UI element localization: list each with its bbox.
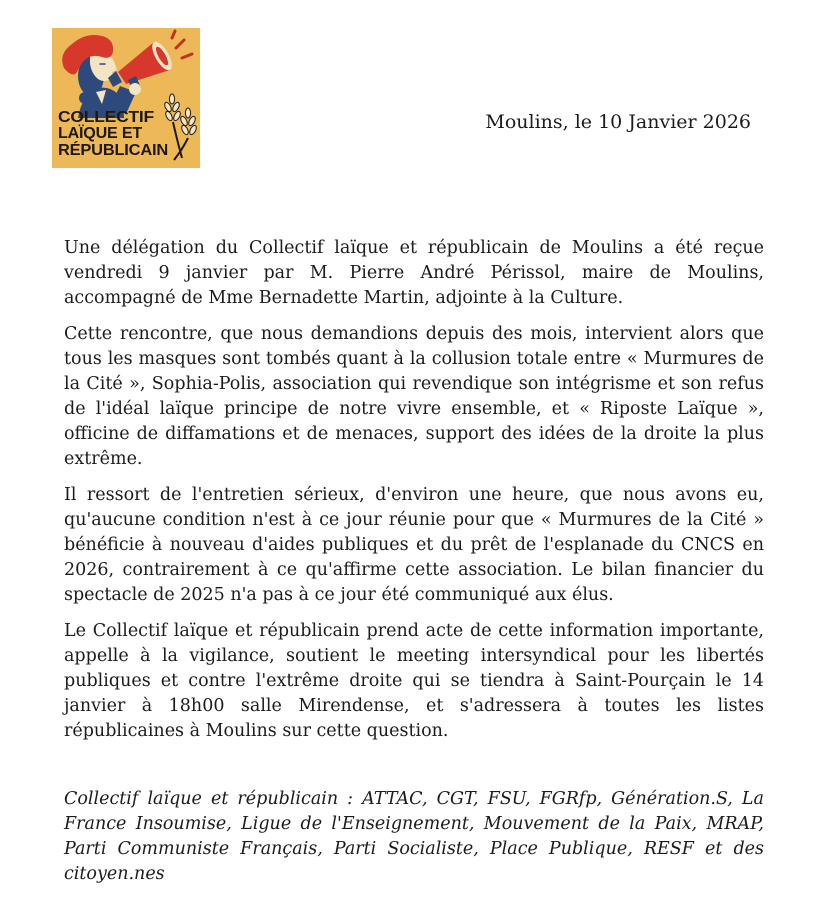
logo-text-line3: RÉPUBLICAIN [58, 142, 168, 159]
paragraph-delegation: Une délégation du Collectif laïque et républicain de Moulins a été reçue vendredi 9 janvier par M. Pierre André Périssol, maire de Moulins, accompagné de Mme Bernadette Martin, adjointe à la Culture. [64, 238, 764, 308]
date-line: Moulins, le 10 Janvier 2026 [485, 111, 751, 133]
letter-body [64, 236, 764, 898]
logo-text-line1: COLLECTIF [58, 109, 154, 126]
hand-shape [129, 83, 141, 95]
logo-text-line2: LAÏQUE ET [58, 125, 143, 142]
collectif-logo [52, 28, 200, 168]
paragraph-vigilance: Le Collectif laïque et républicain prend acte de cette information importante, appelle à la vigilance, soutient le meeting intersyndical pour les libertés publiques et contre l'extrême droite qui se tiendra à Saint-Pourçain le 14 janvier à 18h00 salle Mirendense, et s'adressera à toutes les listes républicaines à Moulins sur cette question. [64, 621, 764, 741]
collectif-logo-image [52, 28, 200, 168]
paragraph-rencontre: Cette rencontre, que nous demandions depuis des mois, intervient alors que tous les masques sont tombés quant à la collusion totale entre « Murmures de la Cité », Sophia-Polis, association qui revendique son intégrisme et son refus de l'idéal laïque principe de notre vivre ensemble, et « Riposte Laïque », officine de diffamations et de menaces, support des idées de la droite la plus extrême. [64, 324, 764, 469]
signature-line: Collectif laïque et républicain : ATTAC, CGT, FSU, FGRfp, Génération.S, La France Insoumise, Ligue de l'Enseignement, Mouvement de la Paix, MRAP, Parti Communiste Français, Parti Socialiste, Place Publique, RESF et des citoyen.nes [64, 789, 764, 884]
paragraph-entretien: Il ressort de l'entretien sérieux, d'environ une heure, que nous avons eu, qu'aucune condition n'est à ce jour réunie pour que « Murmures de la Cité » bénéficie à nouveau d'aides publiques et du prêt de l'esplanade du CNCS en 2026, contrairement à ce qu'affirme cette association. Le bilan financier du spectacle de 2025 n'a pas à ce jour été communiqué aux élus. [64, 485, 764, 605]
